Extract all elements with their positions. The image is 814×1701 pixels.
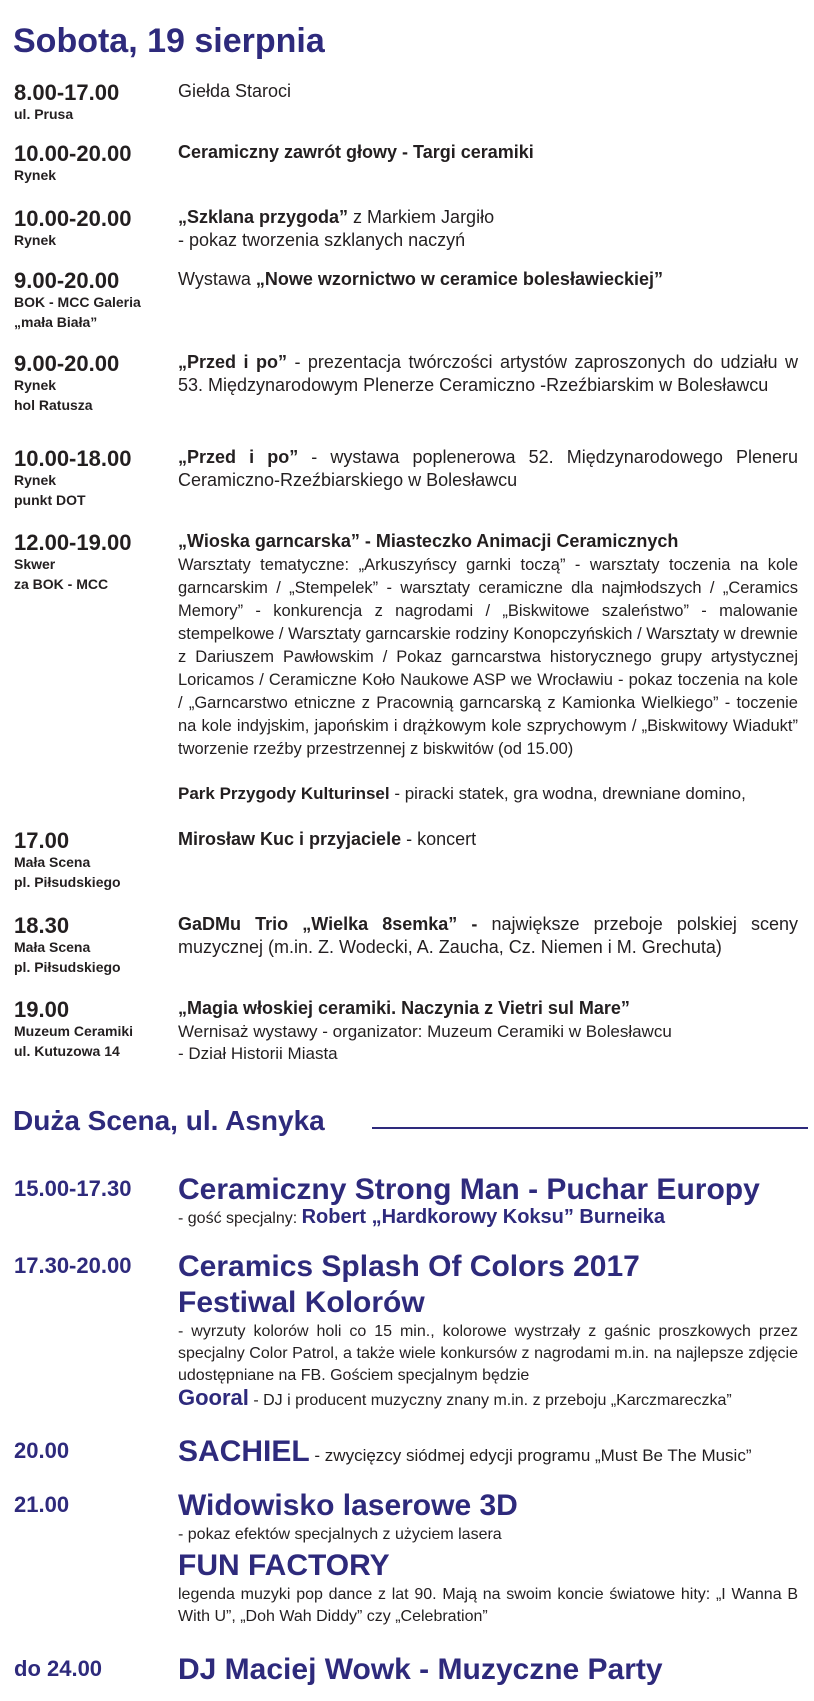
stage-title: DJ Maciej Wowk - Muzyczne Party bbox=[178, 1653, 663, 1686]
stage-subtitle: FUN FACTORY bbox=[178, 1549, 390, 1582]
event-description: Giełda Staroci bbox=[178, 81, 292, 101]
stage-title: Ceramics Splash Of Colors 2017 bbox=[178, 1250, 640, 1283]
event-location: Rynek bbox=[14, 167, 57, 183]
stage-description: - zwycięzcy siódmej edycji programu „Must Be The Music” bbox=[309, 1446, 752, 1465]
event-description: „Przed i po” - prezentacja twórczości artystów zaproszonych do udziału w 53. Międzynarodowym Plenerze Ceramiczno -Rzeźbiarskim w Bolesławcu bbox=[178, 352, 798, 395]
event-description: Mirosław Kuc i przyjaciele - koncert bbox=[178, 829, 477, 849]
event-description: Wernisaż wystawy - organizator: Muzeum Ceramiki w Bolesławcu - Dział Historii Miasta bbox=[178, 1022, 672, 1063]
event-description: GaDMu Trio „Wielka 8semka” - największe przeboje polskiej sceny muzycznej (m.in. Z. Wodecki, A. Zaucha, Cz. Niemen i M. Grechuta) bbox=[178, 914, 798, 957]
park-note: Park Przygody Kulturinsel - piracki statek, gra wodna, drewniane domino, bbox=[178, 784, 746, 803]
event-time: 10.00-20.00 bbox=[14, 141, 132, 166]
stage-title: Ceramiczny Strong Man - Puchar Europy bbox=[178, 1173, 760, 1206]
event-location: Muzeum Ceramiki ul. Kutuzowa 14 bbox=[14, 1023, 134, 1059]
stage-description: - pokaz efektów specjalnych z użyciem lasera bbox=[178, 1526, 502, 1543]
stage-content bbox=[178, 1652, 798, 1688]
stage-subtitle: Festiwal Kolorów bbox=[178, 1286, 425, 1319]
event-location: Rynek bbox=[14, 232, 57, 248]
stage-title: SACHIEL bbox=[178, 1435, 310, 1468]
event-location: Skwer za BOK - MCC bbox=[14, 556, 109, 592]
event-location: Mała Scena pl. Piłsudskiego bbox=[14, 854, 121, 890]
event-time: 19.00 bbox=[14, 997, 70, 1022]
event-time: 17.00 bbox=[14, 828, 70, 853]
event-lead: „Magia włoskiej ceramiki. Naczynia z Vietri sul Mare” bbox=[178, 998, 630, 1018]
event-time: 8.00-17.00 bbox=[14, 80, 120, 105]
stage-time: do 24.00 bbox=[14, 1656, 103, 1681]
event-description: Wystawa „Nowe wzornictwo w ceramice bolesławieckiej” bbox=[178, 269, 664, 289]
stage-content bbox=[178, 1249, 798, 1412]
stage-description-2: legenda muzyki pop dance z lat 90. Mają na swoim koncie światowe hity: „I Wanna B With U”, „Doh Wah Diddy” czy „Celebration” bbox=[178, 1586, 798, 1625]
stage-guest: Gooral - DJ i producent muzyczny znany m.in. z przeboju „Karczmareczka” bbox=[178, 1385, 732, 1410]
event-description: Warsztaty tematyczne: „Arkuszyńscy garnki toczą” - warsztaty toczenia na kole garncarskim / „Stempelek” - warsztaty ceramiczne dla najmłodszych / „Ceramics Memory” - konkurencja z nagrodami / „Biskwitowe szaleństwo” - malowanie stempelkowe / Warsztaty garncarskie rodziny Konopczyńskich / Warsztaty w drewnie z Dariuszem Pawłowskim / Pokaz garncarstwa historycznego grupy artystycznej Loricamos / Ceramiczne Koło Naukowe ASP we Wrocławiu - pokaz toczenia na kole / „Garncarstwo etniczne z Pracownią garncarską z Kamionka Wielkiego” - toczenie na kole indyjskim, japońskim i drążkowym kole szprychowym / „Biskwitowy Wiadukt” tworzenie rzeźby przestrzennej z biskwitów (od 15.00) bbox=[178, 556, 798, 758]
event-time: 10.00-20.00 bbox=[14, 206, 132, 231]
event-location: Rynek hol Ratusza bbox=[14, 377, 93, 413]
section-divider bbox=[372, 1127, 808, 1129]
stage-description: - wyrzuty kolorów holi co 15 min., kolorowe wystrzały z gaśnic proszkowych przez specjalny Color Patrol, a także wiele konkursów z nagrodami m.in. na najlepsze zdjęcie udostępniane na FB. Gościem specjalnym będzie bbox=[178, 1323, 798, 1384]
stage-time: 20.00 bbox=[14, 1438, 70, 1463]
page-title: Sobota, 19 sierpnia bbox=[13, 22, 325, 60]
event-time: 18.30 bbox=[14, 913, 70, 938]
event-location: Rynek punkt DOT bbox=[14, 472, 86, 508]
event-time: 9.00-20.00 bbox=[14, 268, 120, 293]
event-description: Ceramiczny zawrót głowy - Targi ceramiki bbox=[178, 142, 534, 162]
stage-content bbox=[178, 1434, 798, 1470]
event-location: ul. Prusa bbox=[14, 106, 74, 122]
stage-time: 21.00 bbox=[14, 1492, 70, 1517]
event-time: 12.00-19.00 bbox=[14, 530, 132, 555]
stage-guest: - gość specjalny: Robert „Hardkorowy Koksu” Burneika bbox=[178, 1206, 666, 1228]
event-time: 10.00-18.00 bbox=[14, 446, 132, 471]
stage-time: 15.00-17.30 bbox=[14, 1176, 132, 1201]
event-location: Mała Scena pl. Piłsudskiego bbox=[14, 939, 121, 975]
event-description: „Przed i po” - wystawa poplenerowa 52. Międzynarodowego Pleneru Ceramiczno-Rzeźbiarskiego w Bolesławcu bbox=[178, 447, 798, 490]
stage-content bbox=[178, 1488, 798, 1628]
section-title: Duża Scena, ul. Asnyka bbox=[13, 1105, 325, 1136]
event-lead: „Wioska garncarska” - Miasteczko Animacji Ceramicznych bbox=[178, 531, 679, 551]
stage-time: 17.30-20.00 bbox=[14, 1253, 132, 1278]
stage-title: Widowisko laserowe 3D bbox=[178, 1489, 518, 1522]
event-description: „Szklana przygoda” z Markiem Jargiło - pokaz tworzenia szklanych naczyń bbox=[178, 207, 495, 250]
event-time: 9.00-20.00 bbox=[14, 351, 120, 376]
stage-content bbox=[178, 1172, 798, 1230]
event-location: BOK - MCC Galeria „mała Biała” bbox=[14, 294, 141, 330]
